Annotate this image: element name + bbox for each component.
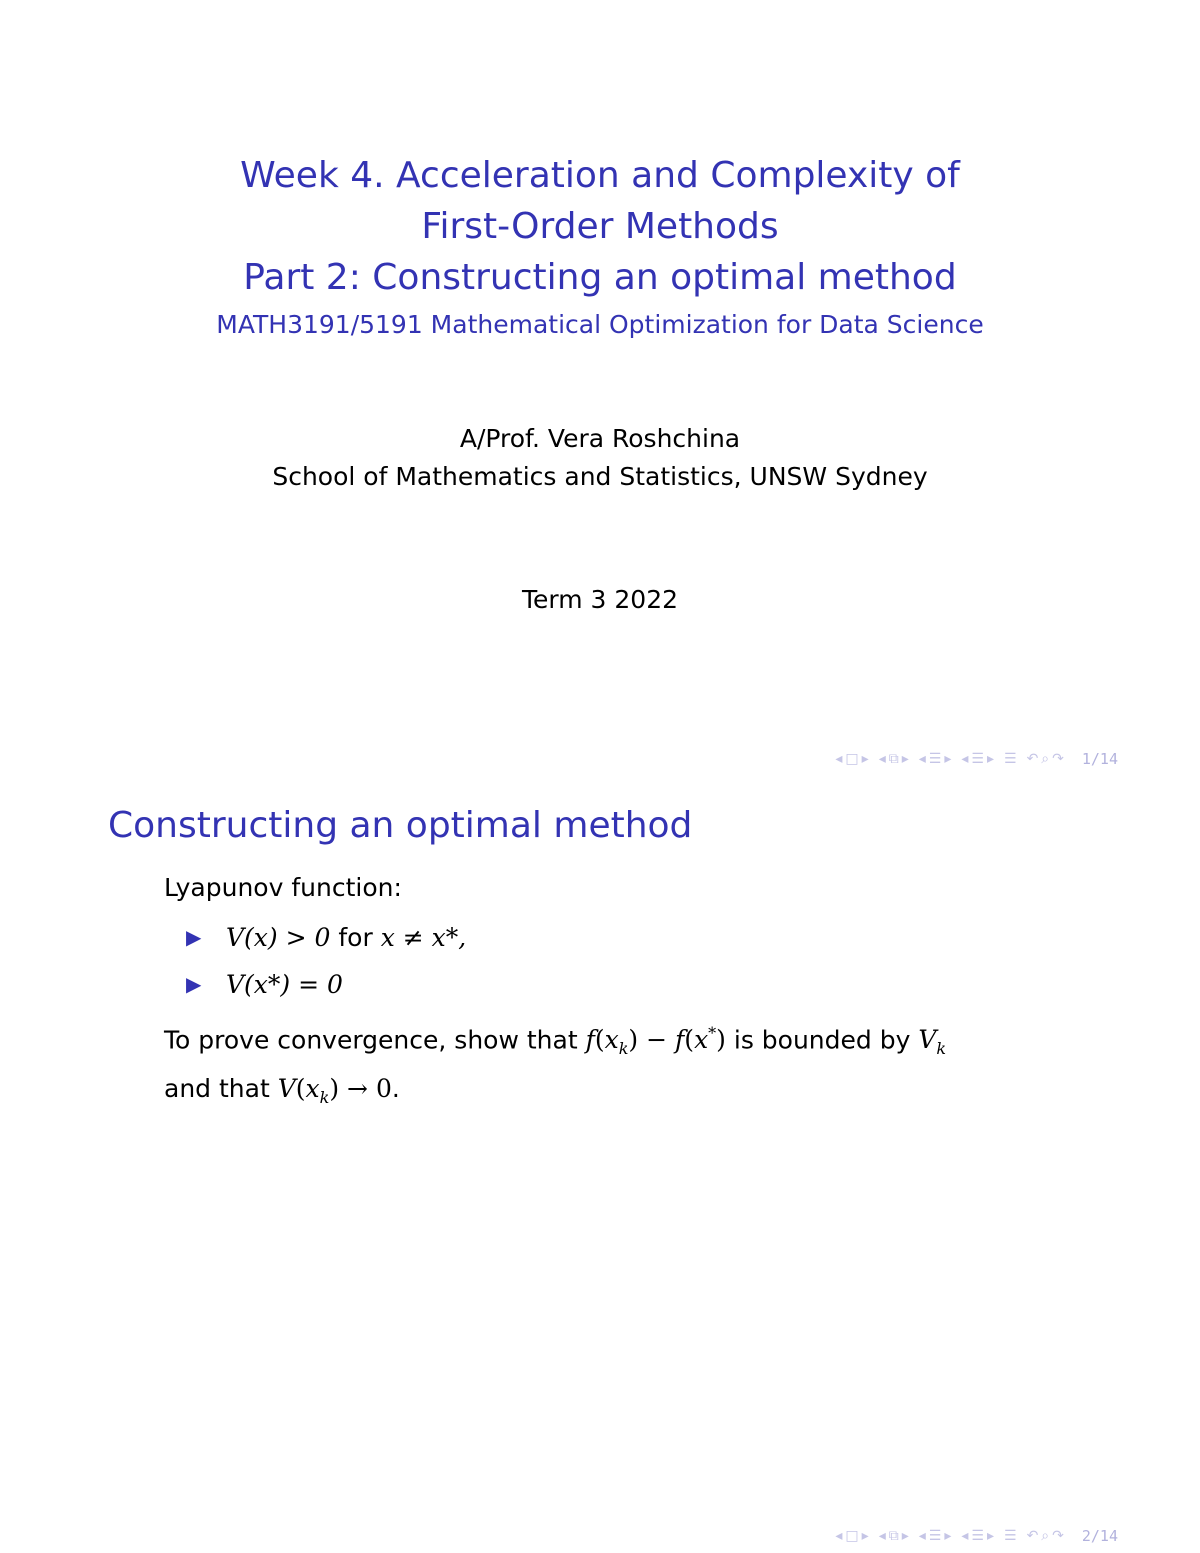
undo-icon[interactable]: ↶ (1026, 751, 1039, 767)
date: Term 3 2022 (521, 585, 679, 614)
text-segment: . (391, 1074, 400, 1104)
right-arrow-icon[interactable]: ▸ (986, 751, 994, 767)
subsection-nav[interactable] (879, 752, 909, 766)
bullet-list (186, 914, 1064, 1008)
convergence-text (164, 1014, 1064, 1118)
undo-icon[interactable]: ↶ (1026, 1528, 1039, 1544)
frame-nav[interactable] (835, 752, 868, 766)
content-slide (0, 776, 1200, 1553)
right-arrow-icon[interactable]: ▸ (861, 751, 869, 767)
document-nav[interactable] (961, 1529, 994, 1543)
intro-text: Lyapunov function: (164, 873, 402, 902)
math-expression: V(x) > 0 (226, 923, 331, 952)
author-block (0, 420, 1200, 496)
subtitle: MATH3191/5191 Mathematical Optimization for Data Science (216, 310, 984, 339)
document-nav[interactable] (961, 752, 994, 766)
right-arrow-icon[interactable]: ▸ (986, 1528, 994, 1544)
institute: School of Mathematics and Statistics, UNSW Sydney (272, 462, 928, 491)
right-arrow-icon[interactable]: ▸ (901, 1528, 909, 1544)
redo-icon[interactable]: ↷ (1052, 1528, 1064, 1544)
title-block (0, 150, 1200, 341)
navigation-bar (835, 1527, 1118, 1545)
left-arrow-icon[interactable]: ◂ (961, 1528, 969, 1544)
left-arrow-icon[interactable]: ◂ (878, 751, 886, 767)
math-expression: V(x*) = 0 (226, 970, 343, 999)
author: A/Prof. Vera Roshchina (459, 424, 741, 453)
document-icon[interactable]: ☰ (971, 1528, 984, 1544)
left-arrow-icon[interactable]: ◂ (835, 1528, 843, 1544)
math-expression: $V(x_k) \to 0$ (277, 1074, 392, 1108)
math-expression: x ≠ x*, (380, 923, 467, 952)
section-nav[interactable] (919, 1529, 952, 1543)
search-icon[interactable]: ⌕ (1041, 1528, 1050, 1544)
left-arrow-icon[interactable]: ◂ (918, 1528, 926, 1544)
left-arrow-icon[interactable]: ◂ (918, 751, 926, 767)
section-icon[interactable]: ☰ (928, 1528, 942, 1544)
frame-nav[interactable] (835, 1529, 868, 1543)
subsection-nav[interactable] (879, 1529, 909, 1543)
text-segment: and that (164, 1074, 278, 1104)
right-arrow-icon[interactable]: ▸ (944, 751, 952, 767)
right-arrow-icon[interactable]: ▸ (861, 1528, 869, 1544)
title-line-2: First-Order Methods (421, 206, 779, 247)
right-arrow-icon[interactable]: ▸ (901, 751, 909, 767)
section-icon[interactable]: ☰ (928, 751, 942, 767)
left-arrow-icon[interactable]: ◂ (835, 751, 843, 767)
appendix-icon[interactable]: ☰ (1004, 1528, 1017, 1544)
navigation-bar (835, 750, 1118, 768)
title-line-1: Week 4. Acceleration and Complexity of (240, 155, 960, 196)
appendix-icon[interactable]: ☰ (1004, 751, 1017, 767)
title-line-3: Part 2: Constructing an optimal method (243, 257, 957, 298)
title-slide (0, 0, 1200, 776)
search-nav[interactable] (1027, 1529, 1064, 1543)
page-number: 1/14 (1081, 750, 1118, 768)
subsection-icon[interactable]: ⧉ (888, 1528, 899, 1544)
triangle-bullet-icon: ▶ (186, 972, 202, 996)
text-segment: To prove convergence, show that (164, 1025, 586, 1055)
text-segment: is bounded by (725, 1025, 919, 1055)
frame-title: Constructing an optimal method (108, 805, 693, 846)
triangle-bullet-icon: ▶ (186, 925, 202, 949)
list-item (186, 914, 1064, 961)
list-item (186, 961, 1064, 1008)
math-expression: $V_k$ (918, 1025, 947, 1059)
redo-icon[interactable]: ↷ (1052, 751, 1064, 767)
page-number: 2/14 (1081, 1527, 1118, 1545)
subsection-icon[interactable]: ⧉ (888, 751, 899, 767)
document-icon[interactable]: ☰ (971, 751, 984, 767)
search-icon[interactable]: ⌕ (1041, 751, 1050, 767)
left-arrow-icon[interactable]: ◂ (878, 1528, 886, 1544)
right-arrow-icon[interactable]: ▸ (944, 1528, 952, 1544)
section-nav[interactable] (919, 752, 952, 766)
frame-icon[interactable]: □ (845, 751, 859, 767)
slide-content (164, 868, 1064, 1118)
search-nav[interactable] (1027, 752, 1064, 766)
list-item-text: for (330, 923, 381, 952)
math-expression: $f(x_k) - f(x^*)$ (585, 1024, 726, 1059)
left-arrow-icon[interactable]: ◂ (961, 751, 969, 767)
frame-icon[interactable]: □ (845, 1528, 859, 1544)
